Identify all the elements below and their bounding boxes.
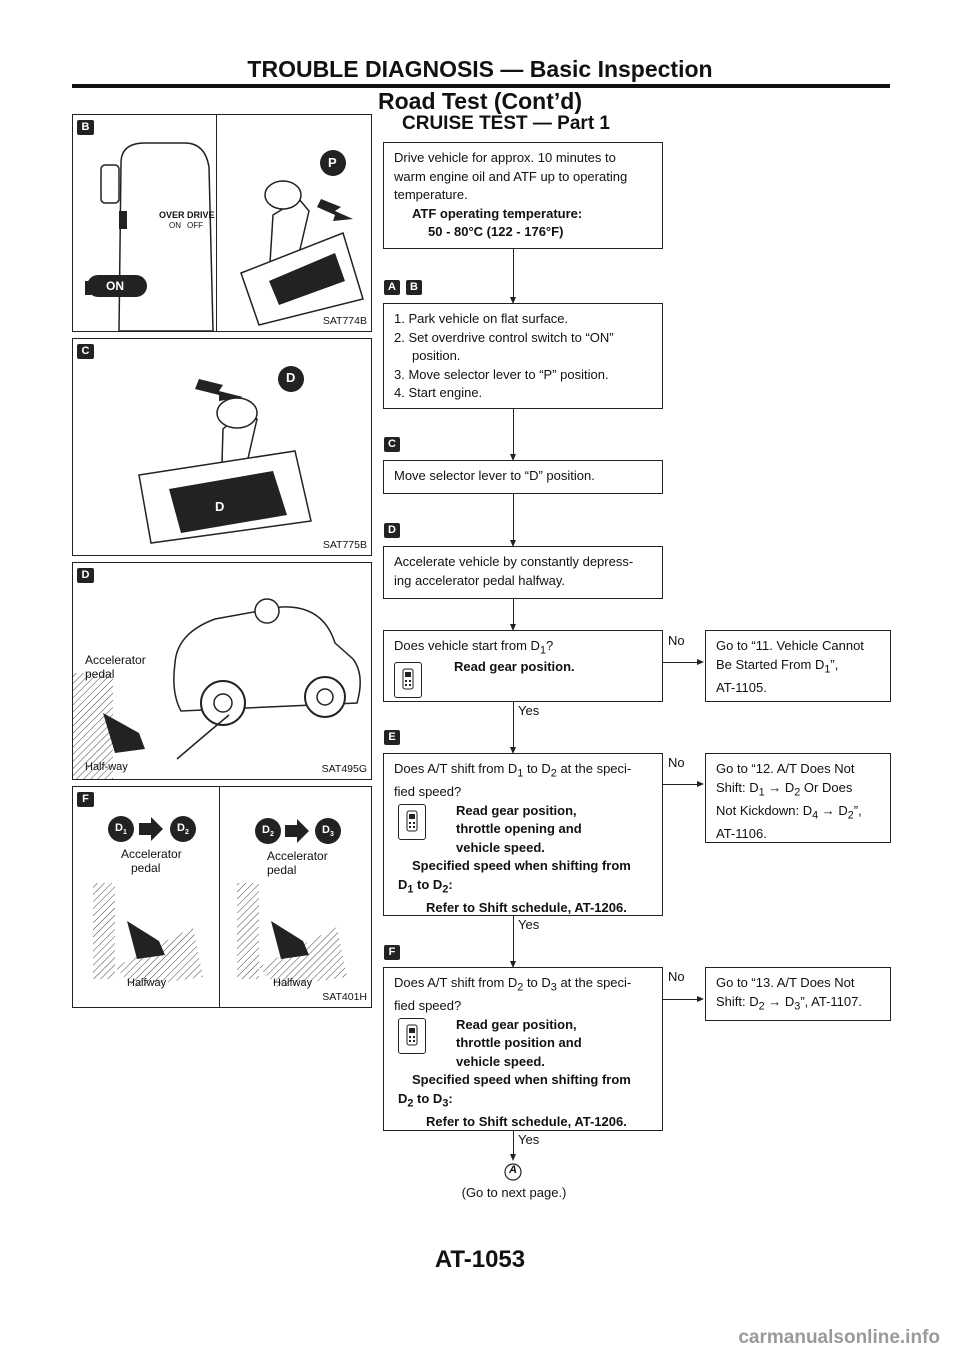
- d1-badge-text: $D_1$: [115, 822, 127, 837]
- connector-line: [513, 702, 514, 750]
- accelerator-text: Accelerator: [85, 653, 146, 667]
- result-text: AT-1105.: [716, 679, 767, 695]
- consult-icon: [398, 1018, 426, 1054]
- figure-b: [72, 114, 372, 332]
- watermark: carmanualsonline.info: [738, 1327, 940, 1348]
- spec-label: Specified speed when shifting from: [412, 1072, 631, 1088]
- no-label: No: [668, 633, 685, 648]
- flow-question-shift-d2-d3: [383, 967, 663, 1131]
- step-text: 4. Start engine.: [394, 385, 483, 400]
- no-label: No: [668, 755, 685, 770]
- pedal-text: pedal: [85, 667, 115, 681]
- result-text: Go to “11. Vehicle Cannot: [716, 638, 864, 653]
- check-text: Read gear position,: [456, 802, 577, 818]
- no-line: [663, 999, 699, 1000]
- d-position-text: D: [286, 370, 296, 385]
- no-line: [663, 662, 699, 663]
- connector-line: [513, 409, 514, 457]
- page-number: AT-1053: [434, 1246, 526, 1273]
- spec-value: Refer to Shift schedule, AT-1206.: [426, 1113, 627, 1129]
- check-text: Read gear position.: [454, 659, 575, 674]
- spec-value: Refer to Shift schedule, AT-1206.: [426, 899, 627, 915]
- no-arrow: [697, 996, 704, 1002]
- od-on-text: ON: [169, 221, 181, 230]
- tag-f: F: [384, 945, 400, 960]
- question-text: Does A/T shift from $D_1$ to $D_2$ at the speci-: [394, 761, 632, 780]
- halfway-text: Halfway: [273, 977, 313, 989]
- accelerator-text: Accelerator: [121, 847, 182, 861]
- figure-caption: SAT774B: [322, 315, 367, 327]
- flow-question-shift-d1-d2: [383, 753, 663, 916]
- od-switch-illustration: [73, 115, 371, 331]
- no-label: No: [668, 969, 685, 984]
- figure-d: [72, 562, 372, 780]
- figure-caption: SAT495G: [321, 763, 367, 775]
- flow-result-no-shift-d1-d2: [705, 753, 891, 843]
- pedal-halfway-illustration: [73, 787, 371, 1007]
- question-text: fied speed?: [394, 998, 462, 1014]
- header-subtitle: Road Test (Cont’d): [378, 88, 582, 114]
- check-text: vehicle speed.: [456, 1053, 545, 1069]
- spec-value: 50 - 80°C (122 - 176°F): [428, 224, 564, 239]
- step-text: warm engine oil and ATF up to operating: [394, 168, 628, 184]
- page-connector-a: [504, 1163, 522, 1181]
- spec-label: ATF operating temperature:: [412, 205, 583, 221]
- consult-icon: [398, 804, 426, 840]
- check-text: throttle opening and: [456, 821, 582, 837]
- spec-label: Specified speed when shifting from: [412, 858, 631, 874]
- step-text: Drive vehicle for approx. 10 minutes to: [394, 150, 616, 165]
- halfway-text: Half-way: [85, 761, 128, 773]
- yes-label: Yes: [518, 1132, 540, 1147]
- section-title: CRUISE TEST — Part 1: [402, 113, 610, 134]
- p-position-text: P: [328, 155, 337, 170]
- figure-label: F: [77, 792, 94, 807]
- question-text: Does vehicle start from $D_1$?: [394, 638, 554, 657]
- od-switch-text: OVER DRIVE: [159, 210, 215, 220]
- check-text: vehicle speed.: [456, 839, 545, 855]
- on-button-text: ON: [106, 279, 124, 293]
- connector-line: [513, 916, 514, 964]
- check-text: throttle position and: [456, 1035, 582, 1051]
- result-text: Shift: $D_2 \to D_3$”, AT-1107.: [716, 993, 862, 1013]
- result-text: Shift: $D_1 \to D_2$ Or Does: [716, 779, 853, 799]
- figure-label: B: [77, 120, 94, 135]
- result-text: AT-1106.: [716, 825, 767, 841]
- connector-line: [513, 494, 514, 543]
- no-line: [663, 784, 699, 785]
- flow-step-warmup: [383, 142, 663, 249]
- result-text: Not Kickdown: $D_4 \to D_2$”,: [716, 802, 862, 822]
- tag-d: D: [384, 523, 400, 538]
- connector-line: [513, 599, 514, 627]
- tag-a: A: [384, 280, 400, 295]
- step-text: ing accelerator pedal halfway.: [394, 572, 566, 588]
- flow-question-start-d1: [383, 630, 663, 702]
- d2-badge-text: $D_2$: [262, 824, 274, 839]
- step-text: position.: [412, 348, 461, 363]
- connector-arrow: [510, 1154, 516, 1161]
- flow-step-accelerate: [383, 546, 663, 599]
- figure-label: D: [77, 568, 94, 583]
- spec-label: $D_1$ to $D_2$:: [398, 876, 453, 896]
- vehicle-accelerate-illustration: [73, 563, 371, 779]
- yes-label: Yes: [518, 703, 540, 718]
- spec-label: $D_2$ to $D_3$:: [398, 1090, 453, 1110]
- consult-icon: [394, 662, 422, 698]
- tag-c: C: [384, 437, 400, 452]
- d2-badge-text: $D_2$: [177, 822, 189, 837]
- header-title: TROUBLE DIAGNOSIS — Basic Inspection: [247, 56, 713, 82]
- step-text: Move selector lever to “D” position.: [394, 468, 595, 483]
- connector-letter: A: [509, 1164, 517, 1176]
- go-next-page: (Go to next page.): [461, 1185, 567, 1200]
- d3-badge-text: $D_3$: [322, 824, 334, 839]
- step-text: 1. Park vehicle on flat surface.: [394, 311, 569, 326]
- result-text: Be Started From $D_1$”,: [716, 656, 839, 676]
- figure-c: [72, 338, 372, 556]
- figure-f: [72, 786, 372, 1008]
- yes-label: Yes: [518, 917, 540, 932]
- check-text: Read gear position,: [456, 1016, 577, 1032]
- accelerator-text: Accelerator: [267, 849, 328, 863]
- tag-e: E: [384, 730, 400, 745]
- flow-result-no-shift-d2-d3: [705, 967, 891, 1021]
- result-text: Go to “13. A/T Does Not: [716, 975, 855, 990]
- step-text: temperature.: [394, 187, 468, 202]
- flow-step-select-d: [383, 460, 663, 494]
- tag-b: B: [406, 280, 422, 295]
- connector-line: [513, 249, 514, 300]
- step-text: 2. Set overdrive control switch to “ON”: [394, 329, 614, 345]
- step-text: Accelerate vehicle by constantly depress-: [394, 554, 634, 569]
- figure-caption: SAT401H: [322, 991, 367, 1003]
- selector-lever-illustration: [73, 339, 371, 555]
- question-text: Does A/T shift from $D_2$ to $D_3$ at the speci-: [394, 975, 632, 994]
- pedal-text: pedal: [267, 863, 297, 877]
- flow-step-start-engine: [383, 303, 663, 409]
- figure-caption: SAT775B: [322, 539, 367, 551]
- pedal-text: pedal: [131, 861, 161, 875]
- question-text: fied speed?: [394, 784, 462, 800]
- step-text: 3. Move selector lever to “P” position.: [394, 366, 609, 382]
- d-gate-text: D: [215, 499, 225, 514]
- result-text: Go to “12. A/T Does Not: [716, 761, 855, 776]
- halfway-text: Halfway: [127, 977, 167, 989]
- od-off-text: OFF: [187, 221, 203, 230]
- no-arrow: [697, 781, 704, 787]
- flow-result-cannot-start: [705, 630, 891, 702]
- figure-label: C: [77, 344, 94, 359]
- no-arrow: [697, 659, 704, 665]
